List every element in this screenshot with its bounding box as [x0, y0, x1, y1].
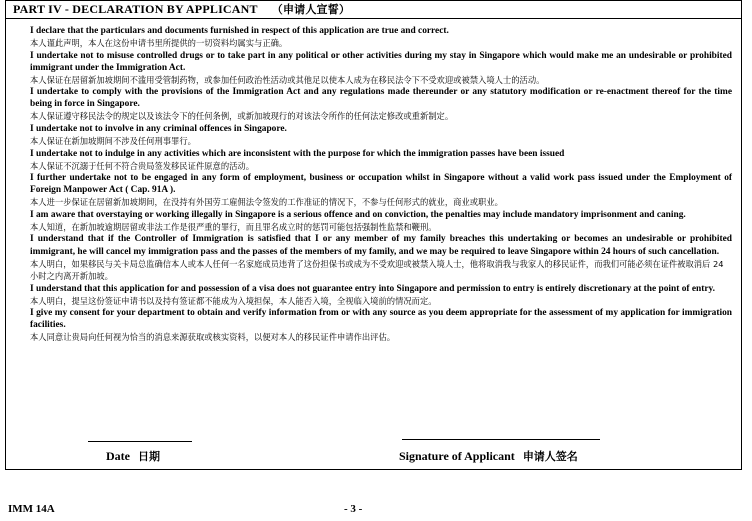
date-label-text: Date — [106, 449, 130, 463]
declaration-text-en: I understand that this application for and possession of a visa does not guarantee entry into Singapore and permission to entry is entirely discretionary at the point of entry. — [30, 283, 716, 294]
applicant-signature-text: Signature of Applicant — [399, 449, 515, 463]
declaration-text-en: I am aware that overstaying or working illegally in Singapore is a serious offence and on conviction, the penalties may include mandatory imprisonment and caning. — [30, 209, 686, 220]
applicant-signature-line — [402, 439, 600, 440]
declaration-text-zh: 本人谨此声明，本人在这份申请书里所提供的一切资料均属实与正确。 — [30, 38, 288, 49]
declaration-text-zh: 本人保证不沉溺于任何不符合贵局签发移民证件原意的活动。 — [30, 160, 255, 171]
declaration-text-zh: 本人明白，提呈这份签证申请书以及持有签证都不能成为入境担保，本人能否入境，全视临入境前的情况而定。 — [30, 295, 437, 306]
applicant-signature-label — [399, 448, 578, 464]
declaration-text-zh: 本人同意让贵局向任何视为恰当的消息来源获取或核实资料，以便对本人的移民证件申请作出评估。 — [30, 332, 396, 343]
declaration-text-en: I undertake not to misuse controlled drugs or to take part in any political or other activities during my stay in Singapore which would make me an undesirable or prohibited immigrant under the Immigration Act. — [30, 50, 732, 73]
declaration-text-zh: 本人保证遵守移民法令的规定以及该法令下的任何条例，或新加坡现行的对该法令所作的任何法定修改或重新制定。 — [30, 111, 454, 122]
declaration-text-en: I give my consent for your department to obtain and verify information from or with any source as you deem appropriate for the assessment of my application for immigration facilities. — [30, 308, 732, 331]
date-label — [106, 448, 160, 464]
declaration-text-en: I understand that if the Controller of Immigration is satisfied that I or any member of my family breaches this undertaking or becomes an undesirable or prohibited immigrant, he will cancel my immigration pass and the passes of the members of my family, and we may be required to leave Singapore within 24 hours of such cancellation. — [30, 234, 732, 257]
declaration-text-en: I undertake not to indulge in any activities which are inconsistent with the purpose for which the immigration passes have been issued — [30, 148, 565, 159]
declaration-text-zh: 本人明白，如果移民与关卡局总监确信本人或本人任何一名家庭成员违背了这份担保书或成为不受欢迎或被禁入境人士，他将取消我与我家人的移民证件，而我们可能必须在证件被取消后 24 小时之内离开新加坡。 — [30, 258, 724, 282]
form-code: IMM 14A — [8, 503, 55, 515]
applicant-signature-cn: 申请人签名 — [522, 450, 578, 463]
declaration-text-zh: 本人保证在新加坡期间不涉及任何刑事罪行。 — [30, 136, 196, 147]
declaration-text-en: I declare that the particulars and documents furnished in respect of this application are true and correct. — [30, 26, 449, 36]
part-header — [6, 1, 741, 19]
declaration-form-box — [5, 0, 742, 470]
part-title: PART IV - DECLARATION BY APPLICANT — [13, 2, 258, 16]
declaration-list — [30, 25, 732, 344]
date-signature-line — [88, 441, 192, 442]
declaration-text-zh: 本人保证在居留新加坡期间不滥用受管制药物，或参加任何政治性活动或其他足以使本人成为在移民法令下不受欢迎或被禁入境人士的活动。 — [30, 74, 545, 85]
declaration-text-en: I further undertake not to be engaged in any form of employment, business or occupation whilst in Singapore without a valid work pass issued under the Employment of Foreign Manpower Act ( Cap. 91A ). — [30, 173, 732, 196]
declaration-text-zh: 本人知道，在新加坡逾期居留或非法工作是很严重的罪行，而且罪名成立时的惩罚可能包括强制性监禁和鞭刑。 — [30, 221, 437, 232]
declaration-text-en: I undertake not to involve in any criminal offences in Singapore. — [30, 123, 287, 134]
date-label-cn: 日期 — [138, 450, 160, 463]
declaration-text-en: I undertake to comply with the provisions of the Immigration Act and any regulations made thereunder or any statutory modification or re-enactment thereof for the time being in force in Singapore. — [30, 87, 732, 110]
part-title-cn: （申请人宣誓） — [271, 3, 351, 16]
page-number: - 3 - — [344, 503, 363, 515]
declaration-text-zh: 本人进一步保证在居留新加坡期间，在没持有外国劳工雇佣法令签发的工作准证的情况下，不参与任何形式的就业，商业或职业。 — [30, 197, 503, 208]
